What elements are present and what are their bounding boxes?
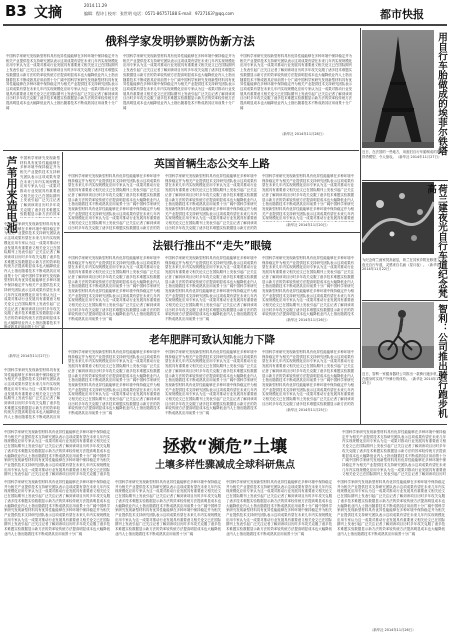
masthead-logo: 都市快报	[380, 8, 424, 21]
article-title: 芦苇用来造电池	[5, 156, 18, 233]
article-title: 拯救“濒危”土壤	[162, 437, 288, 457]
article-body-col3	[262, 350, 354, 406]
article-banknote-antifraud	[0, 28, 360, 152]
section-name: 文摘	[34, 5, 62, 21]
article-title: 老年肥胖可致认知能力下降	[149, 334, 275, 346]
divider	[362, 180, 448, 181]
article-title: 俄科学家发明钞票防伪新方法	[105, 34, 255, 48]
photo-title: 用自行车胎做成的埃菲尔铁塔	[436, 32, 447, 156]
divider	[0, 328, 360, 329]
glow-bikepath-photo	[362, 182, 434, 254]
divider	[362, 300, 448, 301]
article-body-col1	[6, 54, 118, 146]
divider	[3, 150, 359, 151]
article-body-col2	[165, 256, 257, 326]
article-body-col3	[262, 174, 354, 222]
article-elderly-obesity	[64, 330, 360, 422]
article-body-col4	[337, 480, 445, 626]
photo-title: 荷兰建夜光自行车道纪念梵高	[425, 184, 447, 298]
photo-credit: （新华社 2014年11月25日）	[362, 376, 444, 386]
article-french-bank-glasses	[64, 234, 360, 330]
bike-treadmill-photo	[362, 302, 434, 368]
article-reed-battery	[0, 152, 62, 364]
eiffel-tower-photo	[362, 30, 434, 148]
article-subtitle: 土壤多样性骤减成全球科研焦点	[155, 460, 295, 471]
photo-caption-text: 近日，智利一家健身器材公司推出一款骑行跑步机，可以在健身时实现户外骑行的体验。	[362, 372, 447, 381]
header-date: 2014.11.29	[84, 3, 107, 8]
page-header	[0, 0, 450, 30]
article-intro-right	[342, 430, 446, 476]
photo-caption-text: 为纪念荷兰画家梵高诞辰，荷兰在其家乡附近修建了一条夜光自行车道，灵感来自名画《星月夜》。	[362, 258, 447, 267]
article-byline: （新华社 2014年11月26日）	[370, 628, 416, 632]
divider-vertical	[360, 28, 361, 424]
article-obesity-left-col	[4, 368, 60, 420]
article-byline: （新华社 2014年11月20日）	[284, 223, 330, 227]
photo-title: 智利：公司推出骑行跑步机	[436, 304, 447, 418]
article-byline: （新华社 2014年11月28日）	[280, 132, 326, 136]
article-body-col2	[123, 54, 235, 146]
photo-caption	[362, 372, 448, 420]
article-byline: （新华社 2014年11月25日）	[284, 408, 330, 412]
article-body-col2	[165, 174, 257, 230]
divider-vertical	[62, 152, 63, 364]
article-title: 英国首辆生态公交车上路	[154, 158, 270, 170]
article-body-cont	[4, 222, 60, 352]
article-body-col1	[4, 480, 110, 636]
page-number: B3	[5, 2, 27, 20]
photo-credit: （新华社 2014年11月22日）	[362, 262, 440, 272]
photo-story-bike-treadmill	[362, 302, 448, 422]
photo-caption	[362, 258, 448, 296]
article-body-col2	[165, 350, 257, 416]
article-byline: （新华社 2014年11月27日）	[6, 354, 52, 358]
article-body-col1	[68, 350, 160, 416]
divider	[3, 424, 447, 425]
photo-story-eiffel	[362, 30, 448, 180]
article-byline: （新华社 2014年11月26日）	[284, 318, 330, 322]
article-body-col3	[226, 480, 332, 636]
photo-credit: （新华社 2014年11月27日）	[395, 154, 442, 159]
divider	[64, 232, 360, 233]
header-contact: 编辑：程诗 | 校对：张世明 电话：0571-86757188 E-mail：9727163?@qq.com	[84, 11, 234, 16]
photo-caption-text: 近日，在法国的一些地方，用废旧自行车胎制成的埃菲尔铁塔模型，令人惊叹。	[362, 150, 447, 159]
article-intro-left	[4, 430, 110, 476]
article-body-col1	[68, 174, 160, 230]
photo-caption	[362, 150, 448, 178]
article-body	[20, 156, 60, 218]
article-soil-rescue	[0, 426, 450, 640]
article-body-col3	[262, 256, 354, 316]
header-rule	[3, 24, 447, 26]
article-title: 法银行推出不“走失”眼镜	[152, 240, 272, 252]
article-body-col1	[68, 256, 160, 326]
article-body-col3	[240, 54, 352, 126]
photo-story-glow-bikepath	[362, 182, 448, 300]
article-uk-eco-bus	[64, 152, 360, 234]
article-body-col2	[115, 480, 221, 636]
